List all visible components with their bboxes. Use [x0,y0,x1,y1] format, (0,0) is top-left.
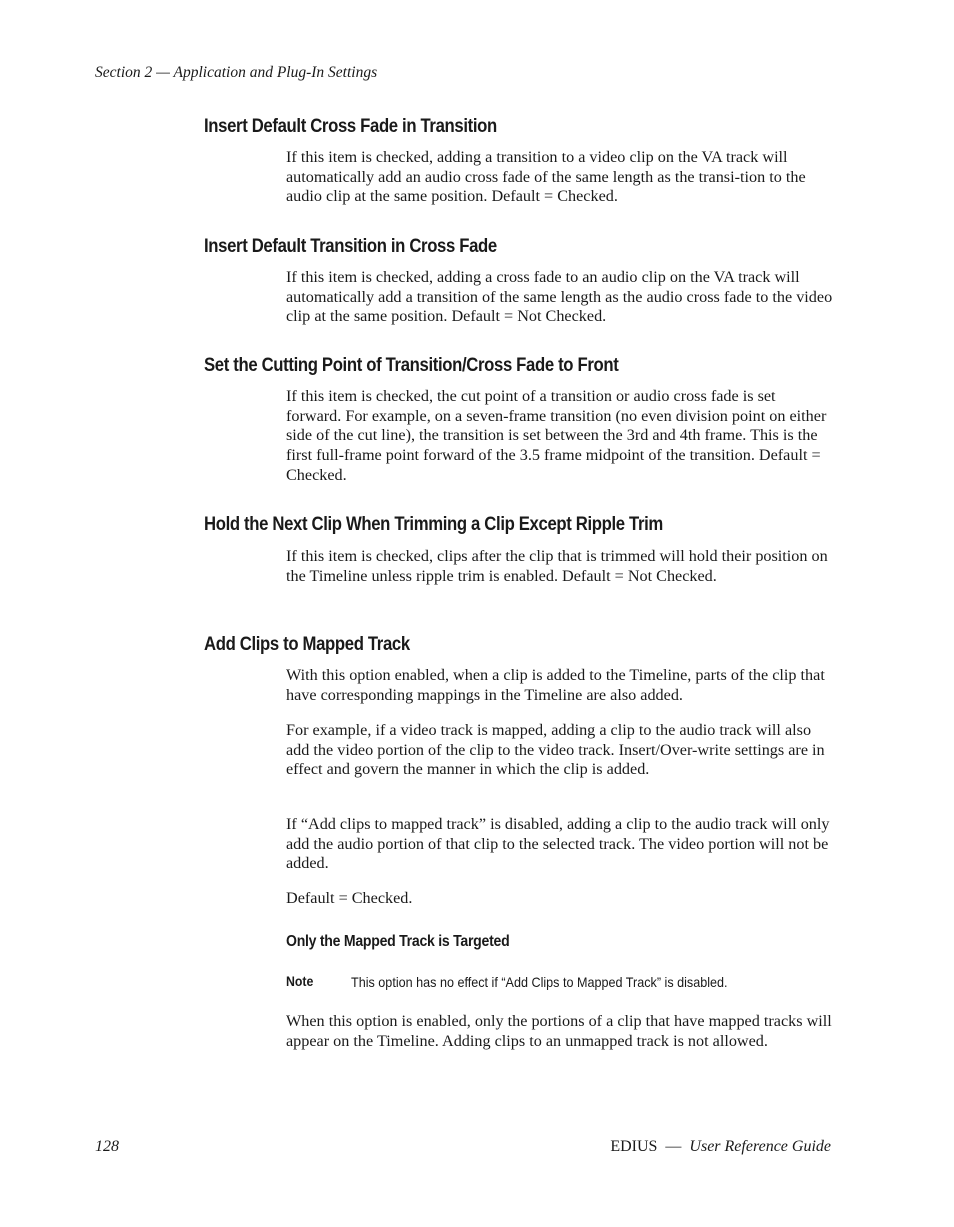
running-header: Section 2 — Application and Plug-In Settings [95,64,378,81]
footer-title [610,1138,831,1156]
section-paragraph: With this option enabled, when a clip is added to the Timeline, parts of the clip that have corresponding mappings in the Timeline are also added. [286,666,825,704]
footer-product: EDIUS [610,1138,658,1155]
section-paragraph: If “Add clips to mapped track” is disabled, adding a clip to the audio track will only add the audio portion of that clip to the selected track. The video portion will not be added. [286,815,830,873]
section-paragraph: If this item is checked, clips after the clip that is trimmed will hold their position on the Timeline unless ripple trim is enabled. Default = Not Checked. [286,547,828,585]
section-heading: Insert Default Cross Fade in Transition [204,116,497,137]
section-paragraph: If this item is checked, adding a cross fade to an audio clip on the VA track will automatically add a transition of the same length as the audio cross fade to the video clip at the same position. Default = Not Checked. [286,268,833,326]
note-label: Note [286,973,314,989]
subsection-heading: Only the Mapped Track is Targeted [286,933,510,950]
section-paragraph: For example, if a video track is mapped, adding a clip to the audio track will also add the video portion of the clip to the video track. Insert/Over-write settings are in effect and govern the manner in which the clip is added. [286,721,825,779]
page-number: 128 [95,1138,119,1155]
section-heading: Set the Cutting Point of Transition/Cross Fade to Front [204,355,619,376]
note-text: This option has no effect if “Add Clips to Mapped Track” is disabled. [351,974,728,990]
section-heading: Add Clips to Mapped Track [204,634,410,655]
section-paragraph: If this item is checked, adding a transition to a video clip on the VA track will automatically add an audio cross fade of the same length as the transi-tion to the audio clip at the same position. Default = Checked. [286,148,806,206]
footer-guide-title: User Reference Guide [689,1138,831,1155]
subsection-paragraph: When this option is enabled, only the portions of a clip that have mapped tracks will appear on the Timeline. Adding clips to an unmapped track is not allowed. [286,1012,832,1050]
section-heading: Hold the Next Clip When Trimming a Clip Except Ripple Trim [204,514,663,535]
section-paragraph: Default = Checked. [286,889,413,907]
footer-separator: — [665,1138,682,1155]
section-heading: Insert Default Transition in Cross Fade [204,236,497,257]
section-paragraph: If this item is checked, the cut point of a transition or audio cross fade is set forward. For example, on a seven-frame transition (no even division point on either side of the cut line), the transition is set between the 3rd and 4th frame. This is the first full-frame point forward of the 3.5 frame midpoint of the transition. Default = Checked. [286,387,827,484]
